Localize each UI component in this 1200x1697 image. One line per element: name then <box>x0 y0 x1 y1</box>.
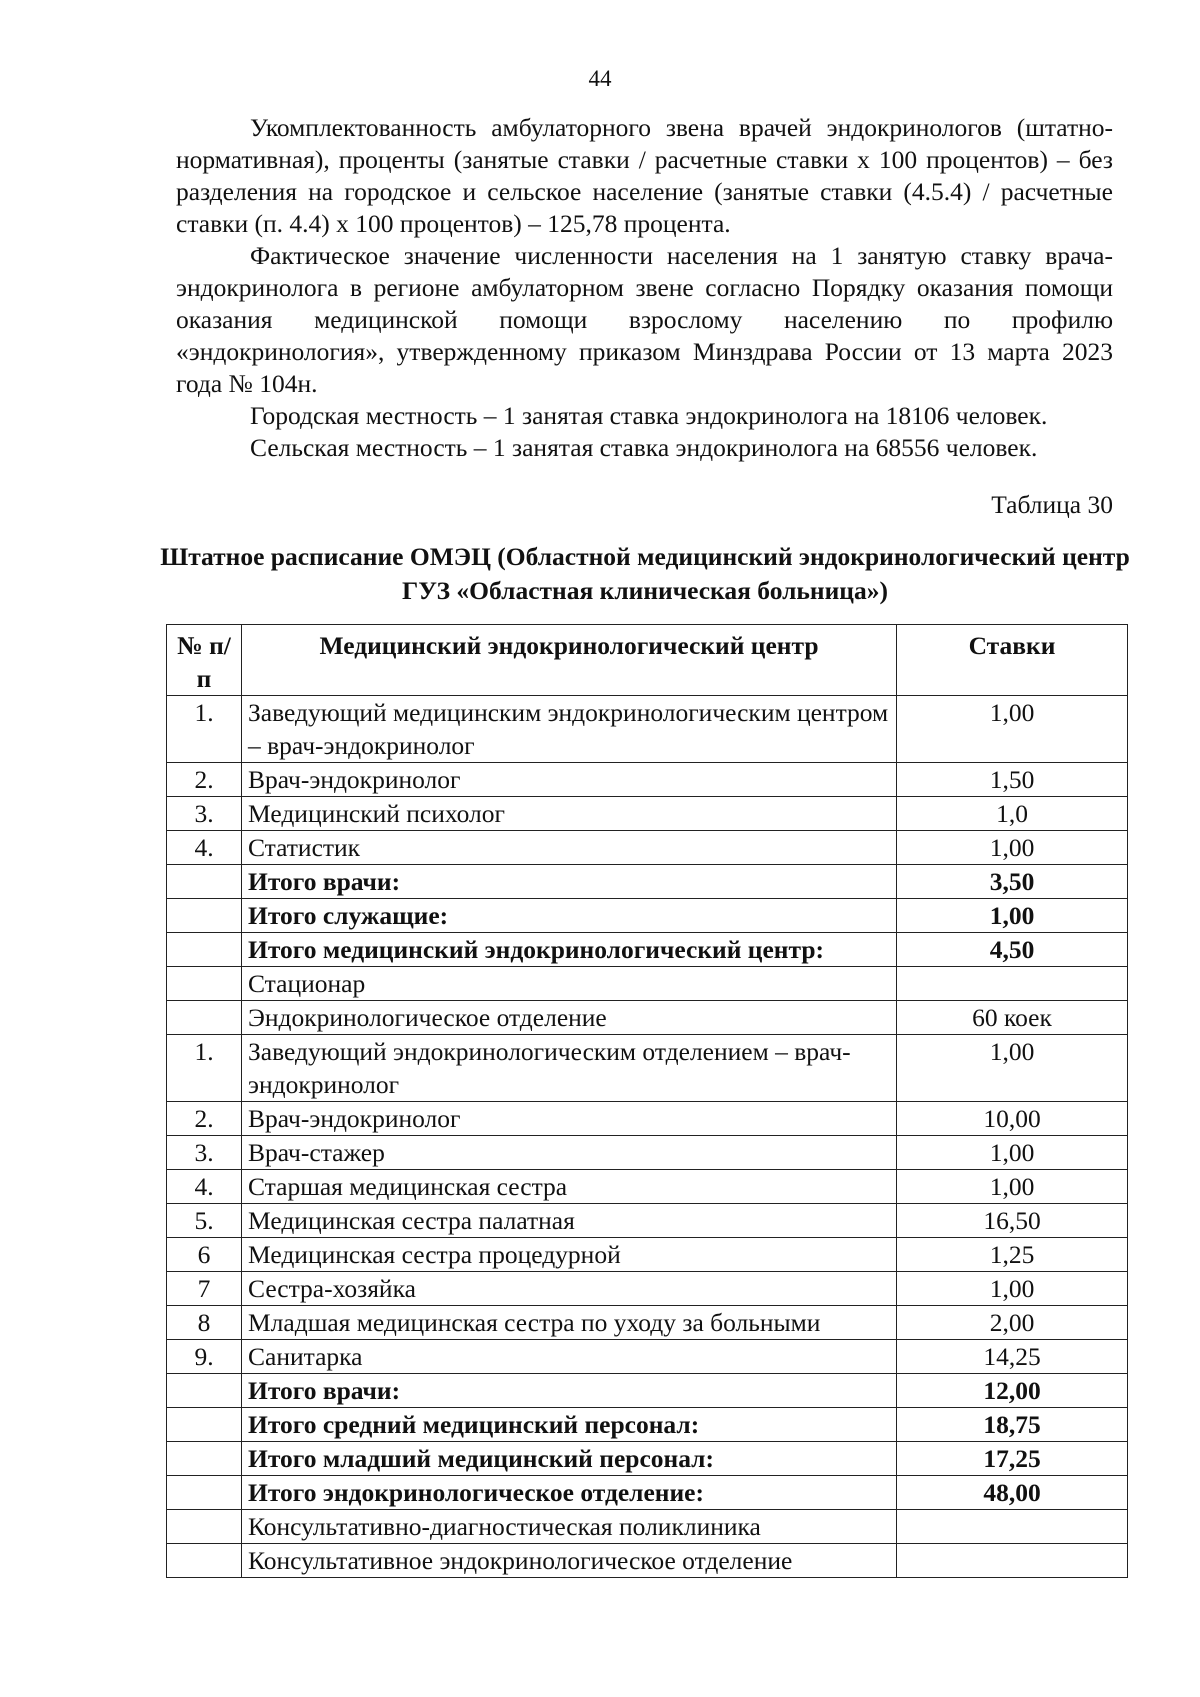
row-number <box>167 1001 242 1035</box>
row-name: Эндокринологическое отделение <box>242 1001 897 1035</box>
row-name: Стационар <box>242 967 897 1001</box>
table-row <box>167 696 1128 763</box>
paragraph-rural: Сельская местность – 1 занятая ставка эндокринолога на 68556 человек. <box>250 433 1038 462</box>
row-name: Медицинская сестра палатная <box>242 1204 897 1238</box>
row-number: 9. <box>167 1340 242 1374</box>
row-name: Статистик <box>242 831 897 865</box>
row-name: Врач-эндокринолог <box>242 763 897 797</box>
table-row <box>167 1374 1128 1408</box>
table-row <box>167 1001 1128 1035</box>
row-rate: 1,00 <box>897 1136 1128 1170</box>
page-number: 44 <box>588 66 612 91</box>
table-row <box>167 1204 1128 1238</box>
table-caption: Таблица 30 <box>991 490 1113 519</box>
row-name: Итого врачи: <box>242 1374 897 1408</box>
table-header-row <box>167 625 1128 696</box>
table-row <box>167 865 1128 899</box>
table-row <box>167 1476 1128 1510</box>
row-number <box>167 967 242 1001</box>
row-number: 1. <box>167 696 242 763</box>
row-number: 4. <box>167 831 242 865</box>
row-rate: 1,0 <box>897 797 1128 831</box>
row-name: Итого младший медицинский персонал: <box>242 1442 897 1476</box>
row-number: 8 <box>167 1306 242 1340</box>
header-number: № п/п <box>167 625 242 696</box>
row-name: Заведующий медицинским эндокринологическим центром – врач-эндокринолог <box>242 696 897 763</box>
row-number: 4. <box>167 1170 242 1204</box>
table-row <box>167 1102 1128 1136</box>
row-number <box>167 1510 242 1544</box>
table-row <box>167 1035 1128 1102</box>
staffing-table <box>166 624 1128 1578</box>
row-name: Консультативно-диагностическая поликлиника <box>242 1510 897 1544</box>
table-row <box>167 1442 1128 1476</box>
paragraph-urban: Городская местность – 1 занятая ставка эндокринолога на 18106 человек. <box>250 401 1048 430</box>
row-rate: 1,00 <box>897 899 1128 933</box>
row-rate: 1,00 <box>897 1272 1128 1306</box>
row-rate: 4,50 <box>897 933 1128 967</box>
row-number <box>167 1374 242 1408</box>
table-row <box>167 1510 1128 1544</box>
row-number: 2. <box>167 1102 242 1136</box>
row-rate: 18,75 <box>897 1408 1128 1442</box>
row-number: 5. <box>167 1204 242 1238</box>
row-name: Врач-стажер <box>242 1136 897 1170</box>
row-number <box>167 1476 242 1510</box>
table-row <box>167 1136 1128 1170</box>
header-rates: Ставки <box>897 625 1128 696</box>
table-row <box>167 1238 1128 1272</box>
row-name: Итого медицинский эндокринологический центр: <box>242 933 897 967</box>
table-body <box>167 696 1128 1578</box>
row-rate: 1,50 <box>897 763 1128 797</box>
table-row <box>167 831 1128 865</box>
row-rate: 10,00 <box>897 1102 1128 1136</box>
row-name: Консультативное эндокринологическое отделение <box>242 1544 897 1578</box>
row-name: Медицинский психолог <box>242 797 897 831</box>
row-rate: 14,25 <box>897 1340 1128 1374</box>
row-name: Итого средний медицинский персонал: <box>242 1408 897 1442</box>
row-rate: 12,00 <box>897 1374 1128 1408</box>
table-row <box>167 933 1128 967</box>
table-row <box>167 1170 1128 1204</box>
row-number <box>167 1544 242 1578</box>
table-row <box>167 899 1128 933</box>
table-row <box>167 1306 1128 1340</box>
row-name: Итого врачи: <box>242 865 897 899</box>
row-number: 3. <box>167 1136 242 1170</box>
row-rate: 1,00 <box>897 831 1128 865</box>
row-rate: 1,00 <box>897 1035 1128 1102</box>
row-rate <box>897 1510 1128 1544</box>
row-rate: 1,00 <box>897 1170 1128 1204</box>
row-number <box>167 865 242 899</box>
row-name: Младшая медицинская сестра по уходу за больными <box>242 1306 897 1340</box>
row-rate: 1,25 <box>897 1238 1128 1272</box>
table-row <box>167 1408 1128 1442</box>
row-rate <box>897 967 1128 1001</box>
row-rate: 17,25 <box>897 1442 1128 1476</box>
row-number <box>167 1442 242 1476</box>
row-number <box>167 1408 242 1442</box>
paragraph-population: Фактическое значение численности населения на 1 занятую ставку врача-эндокринолога в регионе амбулаторном звене согласно Порядку оказания помощи оказания медицинской помощи взрослому населению по профилю «эндокринология», утвержденному приказом Минздрава России от 13 марта 2023 года № 104н. <box>176 241 1113 398</box>
table-title: Штатное расписание ОМЭЦ (Областной медицинский эндокринологический центр ГУЗ «Областная клиническая больница») <box>160 542 1130 605</box>
table-row <box>167 797 1128 831</box>
row-number: 2. <box>167 763 242 797</box>
row-number: 7 <box>167 1272 242 1306</box>
paragraph-staffing: Укомплектованность амбулаторного звена врачей эндокринологов (штатно-нормативная), проценты (занятые ставки / расчетные ставки х 100 процентов) – без разделения на городское и сельское население (занятые ставки (4.5.4) / расчетные ставки (п. 4.4) х 100 процентов) – 125,78 процента. <box>176 113 1113 238</box>
header-center-name: Медицинский эндокринологический центр <box>242 625 897 696</box>
row-number: 1. <box>167 1035 242 1102</box>
row-rate: 48,00 <box>897 1476 1128 1510</box>
table-row <box>167 1340 1128 1374</box>
row-name: Заведующий эндокринологическим отделением – врач-эндокринолог <box>242 1035 897 1102</box>
table-row <box>167 967 1128 1001</box>
row-name: Санитарка <box>242 1340 897 1374</box>
row-rate: 3,50 <box>897 865 1128 899</box>
table-row <box>167 763 1128 797</box>
body-text <box>176 112 1113 464</box>
table-row <box>167 1544 1128 1578</box>
row-rate: 60 коек <box>897 1001 1128 1035</box>
row-number: 3. <box>167 797 242 831</box>
row-rate: 16,50 <box>897 1204 1128 1238</box>
row-rate: 2,00 <box>897 1306 1128 1340</box>
row-number <box>167 899 242 933</box>
row-name: Итого эндокринологическое отделение: <box>242 1476 897 1510</box>
row-name: Сестра-хозяйка <box>242 1272 897 1306</box>
row-name: Медицинская сестра процедурной <box>242 1238 897 1272</box>
row-rate <box>897 1544 1128 1578</box>
row-name: Итого служащие: <box>242 899 897 933</box>
row-number: 6 <box>167 1238 242 1272</box>
row-name: Старшая медицинская сестра <box>242 1170 897 1204</box>
table-row <box>167 1272 1128 1306</box>
row-rate: 1,00 <box>897 696 1128 763</box>
row-number <box>167 933 242 967</box>
row-name: Врач-эндокринолог <box>242 1102 897 1136</box>
